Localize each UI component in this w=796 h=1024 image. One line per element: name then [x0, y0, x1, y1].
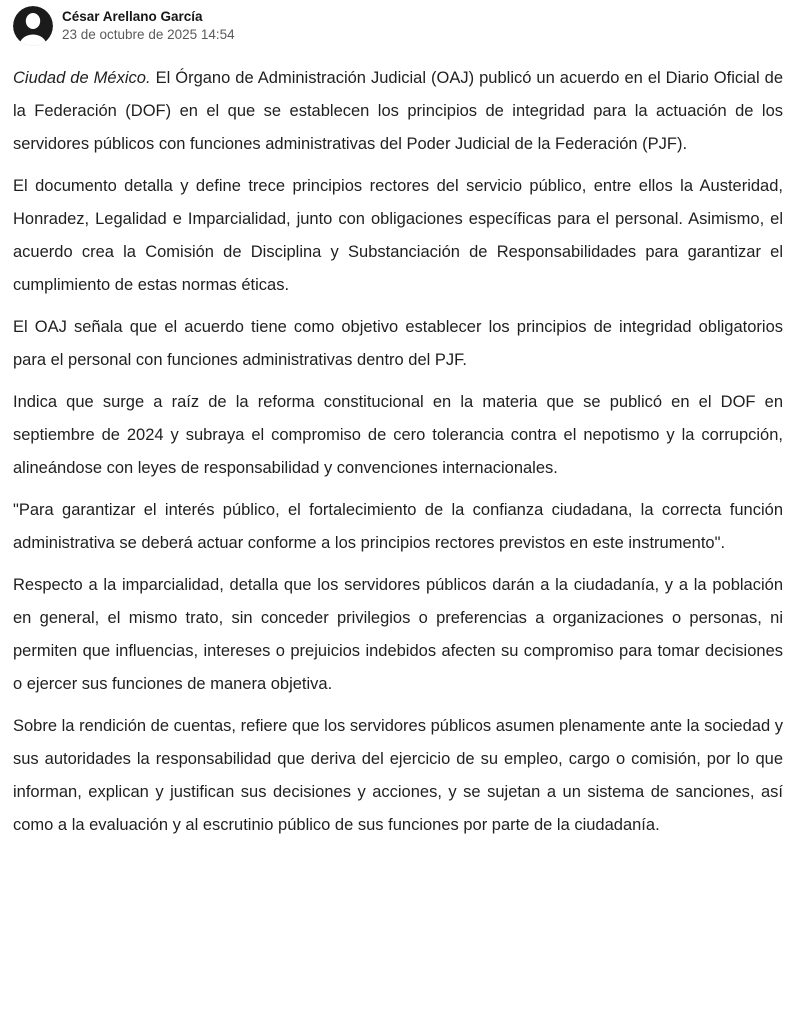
article-body — [13, 62, 783, 842]
article-paragraph — [13, 494, 783, 560]
article-paragraph — [13, 569, 783, 701]
paragraph-text: Indica que surge a raíz de la reforma constitucional en la materia que se publicó en el DOF en septiembre de 2024 y subraya el compromiso de cero tolerancia contra el nepotismo y la corrupción, alineándose con leyes de responsabilidad y convenciones internacionales. — [13, 393, 783, 477]
article-paragraph — [13, 311, 783, 377]
publish-timestamp: 23 de octubre de 2025 14:54 — [62, 26, 235, 42]
paragraph-text: Respecto a la imparcialidad, detalla que los servidores públicos darán a la ciudadanía, y a la población en general, el mismo trato, sin conceder privilegios o preferencias a organizaciones o personas, ni permiten que influencias, intereses o prejuicios indebidos afecten su compromiso para tomar decisiones o ejercer sus funciones de manera objetiva. — [13, 576, 783, 693]
dateline: Ciudad de México. — [13, 69, 151, 87]
byline — [13, 6, 783, 46]
article-paragraph — [13, 62, 783, 161]
paragraph-text: "Para garantizar el interés público, el fortalecimiento de la confianza ciudadana, la correcta función administrativa se deberá actuar conforme a los principios rectores previstos en este instrumento". — [13, 501, 783, 552]
author-avatar — [13, 6, 53, 46]
paragraph-text: El documento detalla y define trece principios rectores del servicio público, entre ellos la Austeridad, Honradez, Legalidad e Imparcialidad, junto con obligaciones específicas para el personal. Asimismo, el acuerdo crea la Comisión de Disciplina y Substanciación de Responsabilidades para garantizar el cumplimiento de estas normas éticas. — [13, 177, 783, 294]
paragraph-text: El OAJ señala que el acuerdo tiene como objetivo establecer los principios de integridad obligatorios para el personal con funciones administrativas dentro del PJF. — [13, 318, 783, 369]
author-name: César Arellano García — [62, 8, 203, 24]
paragraph-text: Sobre la rendición de cuentas, refiere que los servidores públicos asumen plenamente ante la sociedad y sus autoridades la responsabilidad que deriva del ejercicio de su empleo, cargo o comisión, por lo que informan, explican y justifican sus decisiones y acciones, y se sujetan a un sistema de sanciones, así como a la evaluación y al escrutinio público de sus funciones por parte de la ciudadanía. — [13, 717, 783, 834]
person-icon — [13, 6, 53, 46]
article-paragraph — [13, 170, 783, 302]
article-paragraph — [13, 386, 783, 485]
article-paragraph — [13, 710, 783, 842]
byline-meta — [62, 10, 235, 43]
paragraph-text: El Órgano de Administración Judicial (OAJ) publicó un acuerdo en el Diario Oficial de la Federación (DOF) en el que se establecen los principios de integridad para la actuación de los servidores públicos con funciones administrativas del Poder Judicial de la Federación (PJF). — [13, 69, 783, 153]
